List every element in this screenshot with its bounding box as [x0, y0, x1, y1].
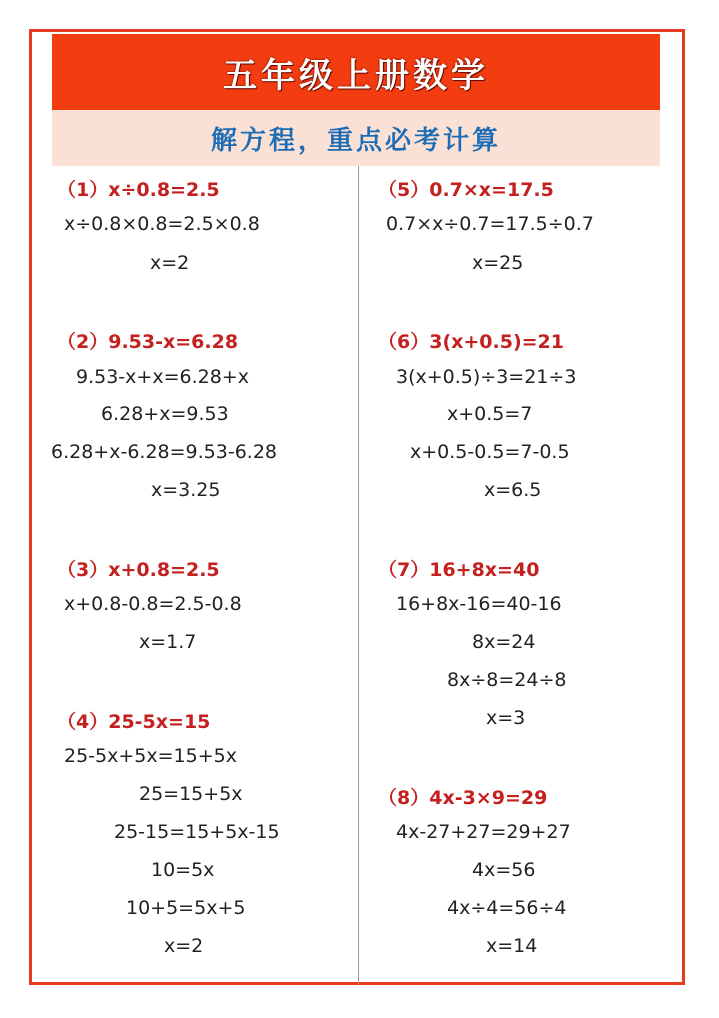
- problem-6-step-1: 3(x+0.5)÷3=21÷3: [396, 366, 577, 388]
- problem-6-step-2: x+0.5=7: [447, 403, 533, 425]
- problem-8-step-4: x=14: [486, 935, 538, 957]
- problem-4-step-3: 25-15=15+5x-15: [114, 821, 280, 843]
- problem-6-question: （6）3(x+0.5)=21: [378, 331, 565, 353]
- problem-7-step-3: 8x÷8=24÷8: [447, 669, 567, 691]
- problem-4-step-6: x=2: [164, 935, 204, 957]
- problem-2-step-3: 6.28+x-6.28=9.53-6.28: [51, 441, 278, 463]
- problem-4-question: （4）25-5x=15: [57, 711, 211, 733]
- problem-2-step-1: 9.53-x+x=6.28+x: [76, 366, 249, 388]
- problem-4-step-1: 25-5x+5x=15+5x: [64, 745, 237, 767]
- problem-3-question: （3）x+0.8=2.5: [57, 559, 220, 581]
- problem-3-step-1: x+0.8-0.8=2.5-0.8: [64, 593, 242, 615]
- problem-8-step-2: 4x=56: [472, 859, 536, 881]
- problem-6-step-4: x=6.5: [484, 479, 542, 501]
- problem-4-step-2: 25=15+5x: [139, 783, 243, 805]
- problem-4-step-4: 10=5x: [151, 859, 215, 881]
- problem-6-step-3: x+0.5-0.5=7-0.5: [410, 441, 570, 463]
- problem-7-step-1: 16+8x-16=40-16: [396, 593, 562, 615]
- problem-3-step-2: x=1.7: [139, 631, 197, 653]
- problem-8-question: （8）4x-3×9=29: [378, 787, 548, 809]
- problem-7-step-4: x=3: [486, 707, 526, 729]
- problem-1-step-1: x÷0.8×0.8=2.5×0.8: [64, 213, 260, 235]
- problem-5-step-1: 0.7×x÷0.7=17.5÷0.7: [386, 213, 594, 235]
- page-title: 五年级上册数学: [52, 34, 660, 110]
- problem-5-step-2: x=25: [472, 252, 524, 274]
- problem-5-question: （5）0.7×x=17.5: [378, 179, 554, 201]
- page-subtitle: 解方程，重点必考计算: [52, 110, 660, 166]
- problem-2-step-4: x=3.25: [151, 479, 221, 501]
- problem-4-step-5: 10+5=5x+5: [126, 897, 246, 919]
- column-divider: [358, 166, 359, 984]
- problem-7-step-2: 8x=24: [472, 631, 536, 653]
- problem-1-question: （1）x÷0.8=2.5: [57, 179, 220, 201]
- problem-7-question: （7）16+8x=40: [378, 559, 540, 581]
- problem-2-question: （2）9.53-x=6.28: [57, 331, 239, 353]
- problem-8-step-1: 4x-27+27=29+27: [396, 821, 571, 843]
- problem-8-step-3: 4x÷4=56÷4: [447, 897, 567, 919]
- problem-1-step-2: x=2: [150, 252, 190, 274]
- problem-2-step-2: 6.28+x=9.53: [101, 403, 229, 425]
